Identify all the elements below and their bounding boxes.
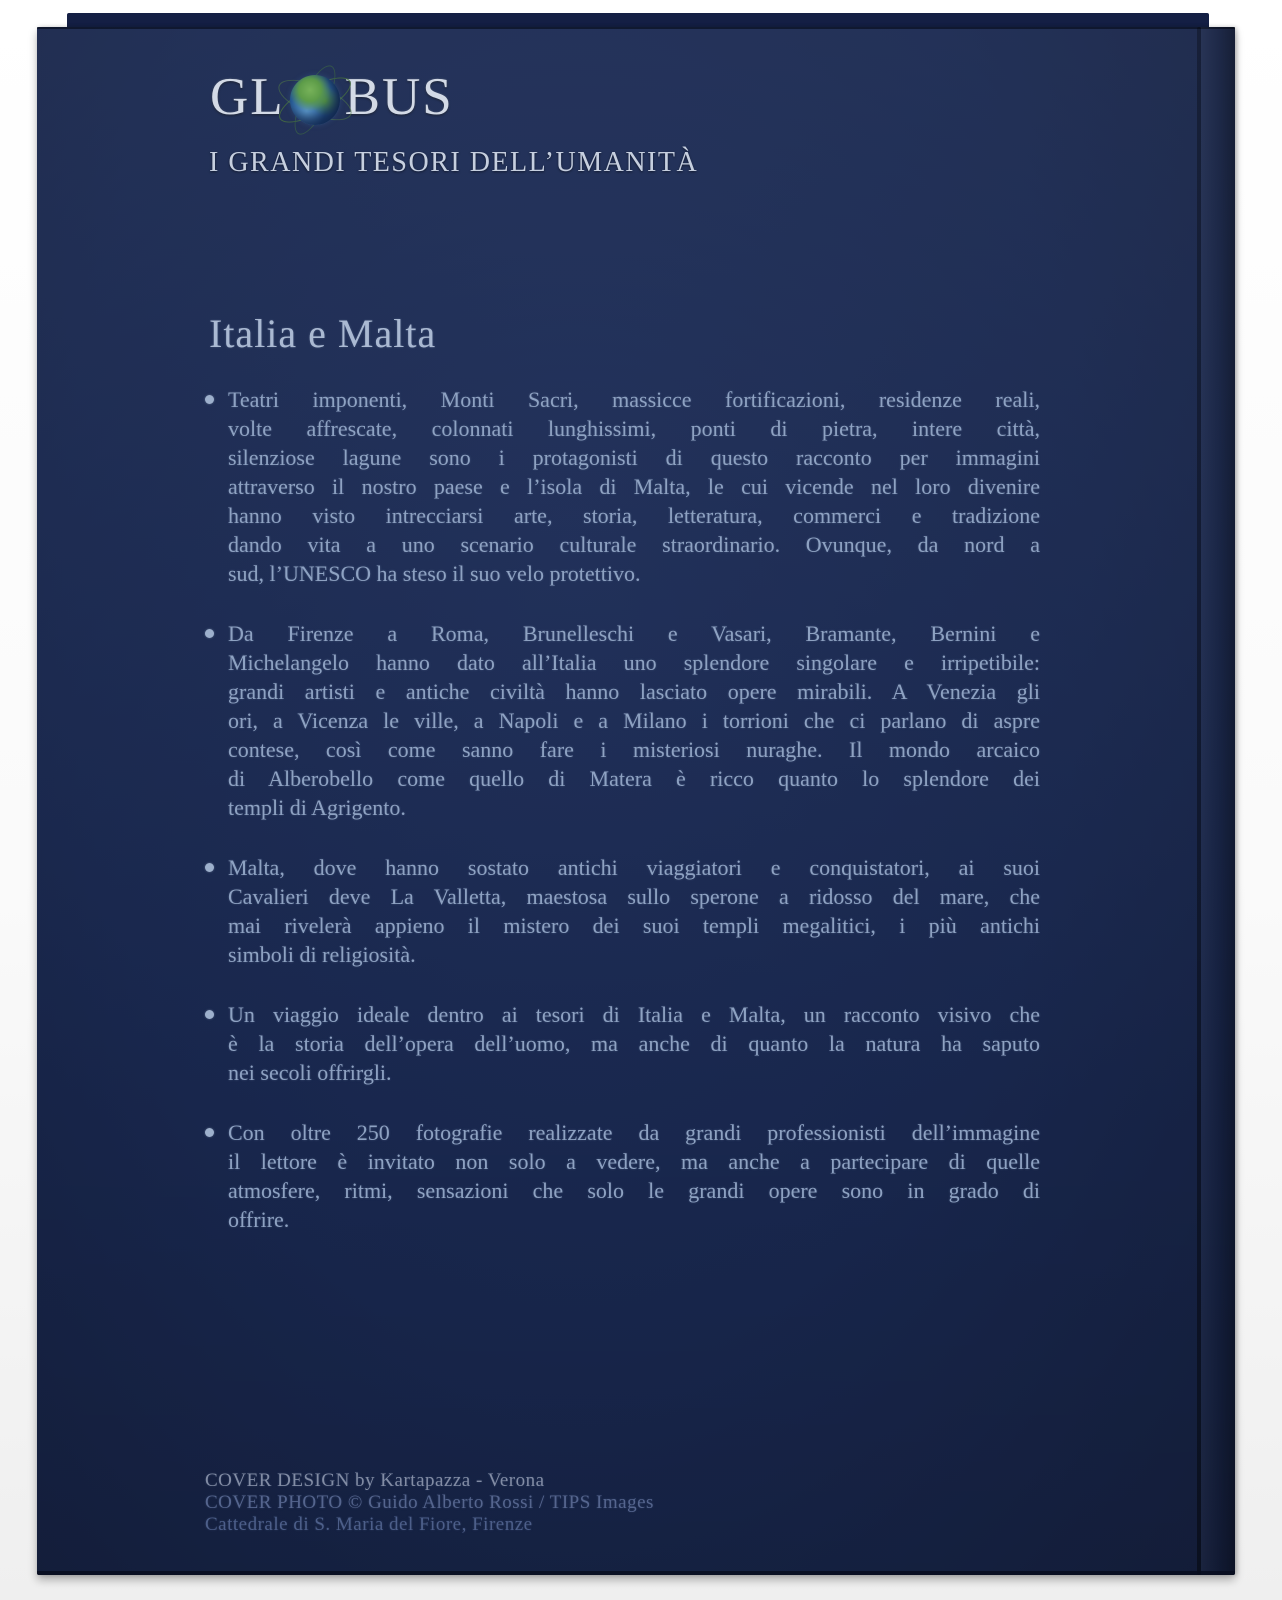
- globe-icon: [287, 72, 343, 128]
- paragraph-line: ori, a Vicenza le ville, a Napoli e a Milano i torrioni che ci parlano di aspre: [228, 708, 1040, 733]
- back-cover-paragraphs: [205, 385, 1040, 1265]
- paragraph-line: attraverso il nostro paese e l’isola di Malta, le cui vicende nel loro divenire: [228, 474, 1040, 499]
- book-bottom-edge: [37, 1571, 1235, 1575]
- book-back-cover: [37, 13, 1235, 1575]
- paragraph-line: Michelangelo hanno dato all’Italia uno splendore singolare e irripetibile:: [228, 650, 1040, 675]
- book-cover-face: [37, 27, 1235, 1575]
- bullet-paragraph: [205, 385, 1040, 588]
- paragraph-line: Cavalieri deve La Valletta, maestosa sullo sperone a ridosso del mare, che: [228, 884, 1040, 909]
- credit-line: COVER DESIGN by Kartapazza - Verona: [205, 1470, 545, 1491]
- paragraph-line: atmosfere, ritmi, sensazioni che solo le grandi opere sono in grado di: [228, 1178, 1040, 1203]
- paragraph-line: grandi artisti e antiche civiltà hanno lasciato opere mirabili. A Venezia gli: [228, 679, 1040, 704]
- spine-edge: [1201, 27, 1235, 1575]
- logo-text-right: BUS: [344, 68, 454, 126]
- paragraph-line: mai rivelerà appieno il mistero dei suoi templi megalitici, i più antichi: [228, 913, 1040, 938]
- series-title: I GRANDI TESORI DELL’UMANITÀ: [209, 147, 699, 178]
- paragraph-line: Teatri imponenti, Monti Sacri, massicce fortificazioni, residenze reali,: [228, 387, 1040, 412]
- bullet-paragraph: [205, 619, 1040, 822]
- paragraph-line: il lettore è invitato non solo a vedere, ma anche a partecipare di quelle: [228, 1149, 1040, 1174]
- book-title: Italia e Malta: [209, 311, 437, 356]
- credit-line: COVER PHOTO © Guido Alberto Rossi / TIPS Images: [205, 1492, 654, 1513]
- paragraph-line: sud, l’UNESCO ha steso il suo velo protettivo.: [228, 561, 641, 586]
- bullet-paragraph: [205, 1000, 1040, 1087]
- paragraph-line: è la storia dell’opera dell’uomo, ma anche di quanto la natura ha saputo: [228, 1031, 1040, 1056]
- bullet-paragraph: [205, 853, 1040, 969]
- paragraph-line: Malta, dove hanno sostato antichi viaggiatori e conquistatori, ai suoi: [228, 855, 1040, 880]
- paragraph-line: di Alberobello come quello di Matera è ricco quanto lo splendore dei: [228, 766, 1040, 791]
- paragraph-line: offrire.: [228, 1207, 290, 1232]
- paragraph-line: contese, così come sanno fare i misteriosi nuraghe. Il mondo arcaico: [228, 737, 1040, 762]
- logo-text-left: GL: [210, 68, 285, 126]
- bullet-icon: [205, 1128, 214, 1137]
- globus-logo: [210, 67, 454, 127]
- bullet-icon: [205, 395, 214, 404]
- paragraph-line: volte affrescate, colonnati lunghissimi, ponti di pietra, intere città,: [228, 416, 1040, 441]
- paragraph-line: silenziose lagune sono i protagonisti di questo racconto per immagini: [228, 445, 1040, 470]
- bullet-icon: [205, 863, 214, 872]
- bullet-icon: [205, 1010, 214, 1019]
- earth-globe-icon: [290, 75, 340, 125]
- credit-line: Cattedrale di S. Maria del Fiore, Firenze: [205, 1514, 533, 1535]
- bullet-icon: [205, 629, 214, 638]
- paragraph-line: hanno visto intrecciarsi arte, storia, letteratura, commerci e tradizione: [228, 503, 1040, 528]
- paragraph-line: nei secoli offrirgli.: [228, 1060, 392, 1085]
- paragraph-line: templi di Agrigento.: [228, 795, 406, 820]
- credits-block: [205, 1470, 654, 1536]
- paragraph-line: dando vita a uno scenario culturale straordinario. Ovunque, da nord a: [228, 532, 1040, 557]
- paragraph-line: Da Firenze a Roma, Brunelleschi e Vasari, Bramante, Bernini e: [228, 621, 1040, 646]
- paragraph-line: Un viaggio ideale dentro ai tesori di Italia e Malta, un racconto visivo che: [228, 1002, 1040, 1027]
- paragraph-line: Con oltre 250 fotografie realizzate da grandi professionisti dell’immagine: [228, 1120, 1040, 1145]
- bullet-paragraph: [205, 1118, 1040, 1234]
- paragraph-line: simboli di religiosità.: [228, 942, 416, 967]
